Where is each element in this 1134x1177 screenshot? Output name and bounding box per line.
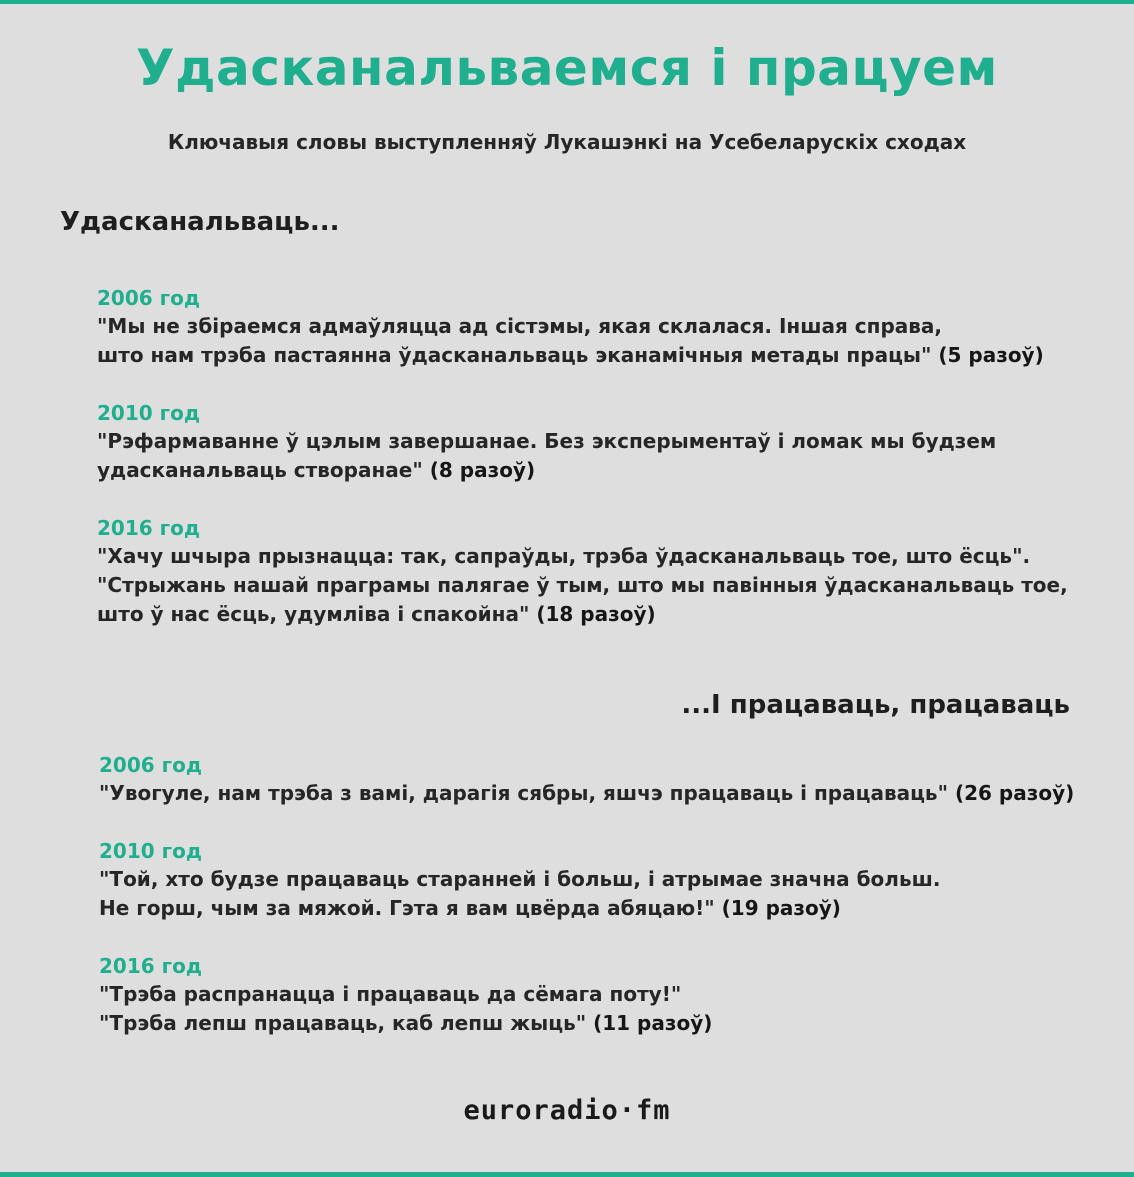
mention-count: (26 разоў) bbox=[954, 781, 1075, 805]
quote-entry-improve-2016 bbox=[97, 514, 1068, 629]
quote-line bbox=[99, 1009, 712, 1038]
quote-line: "Мы не збіраемся адмаўляцца ад сістэмы, якая склалася. Іншая справа, bbox=[97, 314, 943, 338]
entry-year: 2006 год bbox=[99, 753, 202, 777]
mention-count: (19 разоў) bbox=[721, 896, 841, 920]
entry-year: 2010 год bbox=[97, 401, 200, 425]
entry-year: 2006 год bbox=[97, 286, 200, 310]
section-heading-improve: Удасканальваць... bbox=[60, 207, 340, 237]
mention-count: (18 разоў) bbox=[536, 602, 656, 626]
quote-line bbox=[97, 600, 1068, 629]
entry-year: 2016 год bbox=[97, 516, 200, 540]
quote-entry-improve-2010 bbox=[97, 399, 996, 485]
quote-entry-improve-2006 bbox=[97, 284, 1044, 370]
quote-text: Не горш, чым за мяжой. Гэта я вам цвёрда абяцаю!" bbox=[99, 896, 722, 920]
quote-text: што нам трэба пастаянна ўдасканальваць эканамічныя метады працы" bbox=[97, 343, 939, 367]
mention-count: (11 разоў) bbox=[593, 1011, 713, 1035]
quote-text: удасканальваць створанае" bbox=[97, 458, 430, 482]
quote-line bbox=[97, 341, 1044, 370]
quote-line: "Трэба распранацца і працаваць да сёмага поту!" bbox=[99, 982, 682, 1006]
top-accent-bar bbox=[0, 0, 1134, 4]
page-subtitle: Ключавыя словы выступленняў Лукашэнкі на Усебеларускіх сходах bbox=[167, 130, 967, 154]
page-title: Удасканальваемся і працуем bbox=[136, 39, 998, 97]
quote-line: "Стрыжань нашай праграмы палягае ў тым, што мы павінныя ўдасканальваць тое, bbox=[97, 573, 1068, 597]
quote-line bbox=[99, 894, 940, 923]
quote-line: "Хачу шчыра прызнацца: так, сапраўды, трэба ўдасканальваць тое, што ёсць". bbox=[97, 544, 1031, 568]
mention-count: (8 разоў) bbox=[429, 458, 536, 482]
quote-text: "Трэба лепш працаваць, каб лепш жыць" bbox=[99, 1011, 594, 1035]
quote-line: "Рэфармаванне ў цэлым завершанае. Без эксперыментаў і ломак мы будзем bbox=[97, 429, 997, 453]
quote-line: "Той, хто будзе працаваць старанней і больш, і атрымае значна больш. bbox=[99, 867, 941, 891]
quote-entry-work-2006 bbox=[99, 751, 1074, 808]
section-heading-work: ...І працаваць, працаваць bbox=[681, 690, 1070, 720]
bottom-accent-bar bbox=[0, 1172, 1134, 1177]
quote-entry-work-2016 bbox=[99, 952, 712, 1038]
quote-line bbox=[99, 779, 1074, 808]
quote-text: "Увогуле, нам трэба з вамі, дарагія сябры, яшчэ працаваць і працаваць" bbox=[99, 781, 955, 805]
quote-line bbox=[97, 456, 996, 485]
entry-year: 2016 год bbox=[99, 954, 202, 978]
mention-count: (5 разоў) bbox=[938, 343, 1044, 367]
quote-text: што ў нас ёсць, удумліва і спакойна" bbox=[97, 602, 537, 626]
entry-year: 2010 год bbox=[99, 839, 202, 863]
euroradio-logo: euroradio·fm bbox=[463, 1095, 671, 1126]
quote-entry-work-2010 bbox=[99, 837, 940, 923]
